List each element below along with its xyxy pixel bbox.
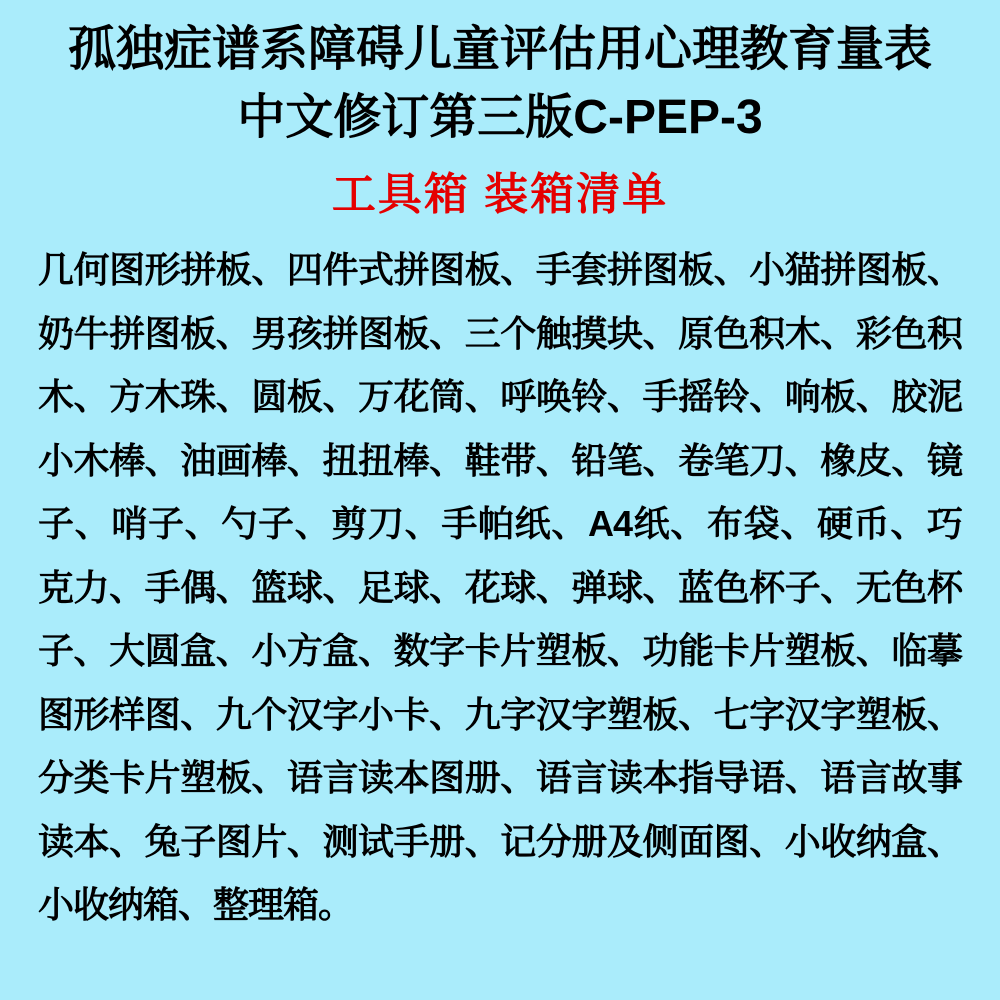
packing-list-line-5: 子、哨子、勺子、剪刀、手帕纸、A4纸、布袋、硬币、巧 <box>38 503 962 544</box>
packing-list-line-3: 木、方木珠、圆板、万花筒、呼唤铃、手摇铃、响板、胶泥 <box>38 376 962 417</box>
packing-list-line-4: 小木棒、油画棒、扭扭棒、鞋带、铅笔、卷笔刀、橡皮、镜 <box>38 439 962 481</box>
packing-list-line-10: 读本、兔子图片、测试手册、记分册及侧面图、小收纳盒、 <box>38 820 962 862</box>
packing-list-line-2: 奶牛拼图板、男孩拼图板、三个触摸块、原色积木、彩色积 <box>38 312 962 354</box>
packing-list-line-9: 分类卡片塑板、语言读本图册、语言读本指导语、语言故事 <box>38 757 962 798</box>
subtitle-packing-list: 工具箱 装箱清单 <box>331 170 669 219</box>
title-line-2: 中文修订第三版C-PEP-3 <box>237 91 763 144</box>
packing-list-line-8: 图形样图、九个汉字小卡、九字汉字塑板、七字汉字塑板、 <box>38 693 962 735</box>
packing-list-line-11: 小收纳箱、整理箱。 <box>38 884 354 925</box>
packing-list <box>38 238 962 937</box>
title-line-1: 孤独症谱系障碍儿童评估用心理教育量表 <box>67 23 932 76</box>
packing-list-line-1: 几何图形拼板、四件式拼图板、手套拼图板、小猫拼图板、 <box>38 249 962 290</box>
packing-list-line-6: 克力、手偶、篮球、足球、花球、弹球、蓝色杯子、无色杯 <box>38 566 962 608</box>
poster-header <box>0 0 1000 226</box>
packing-list-line-7: 子、大圆盒、小方盒、数字卡片塑板、功能卡片塑板、临摹 <box>38 630 962 671</box>
